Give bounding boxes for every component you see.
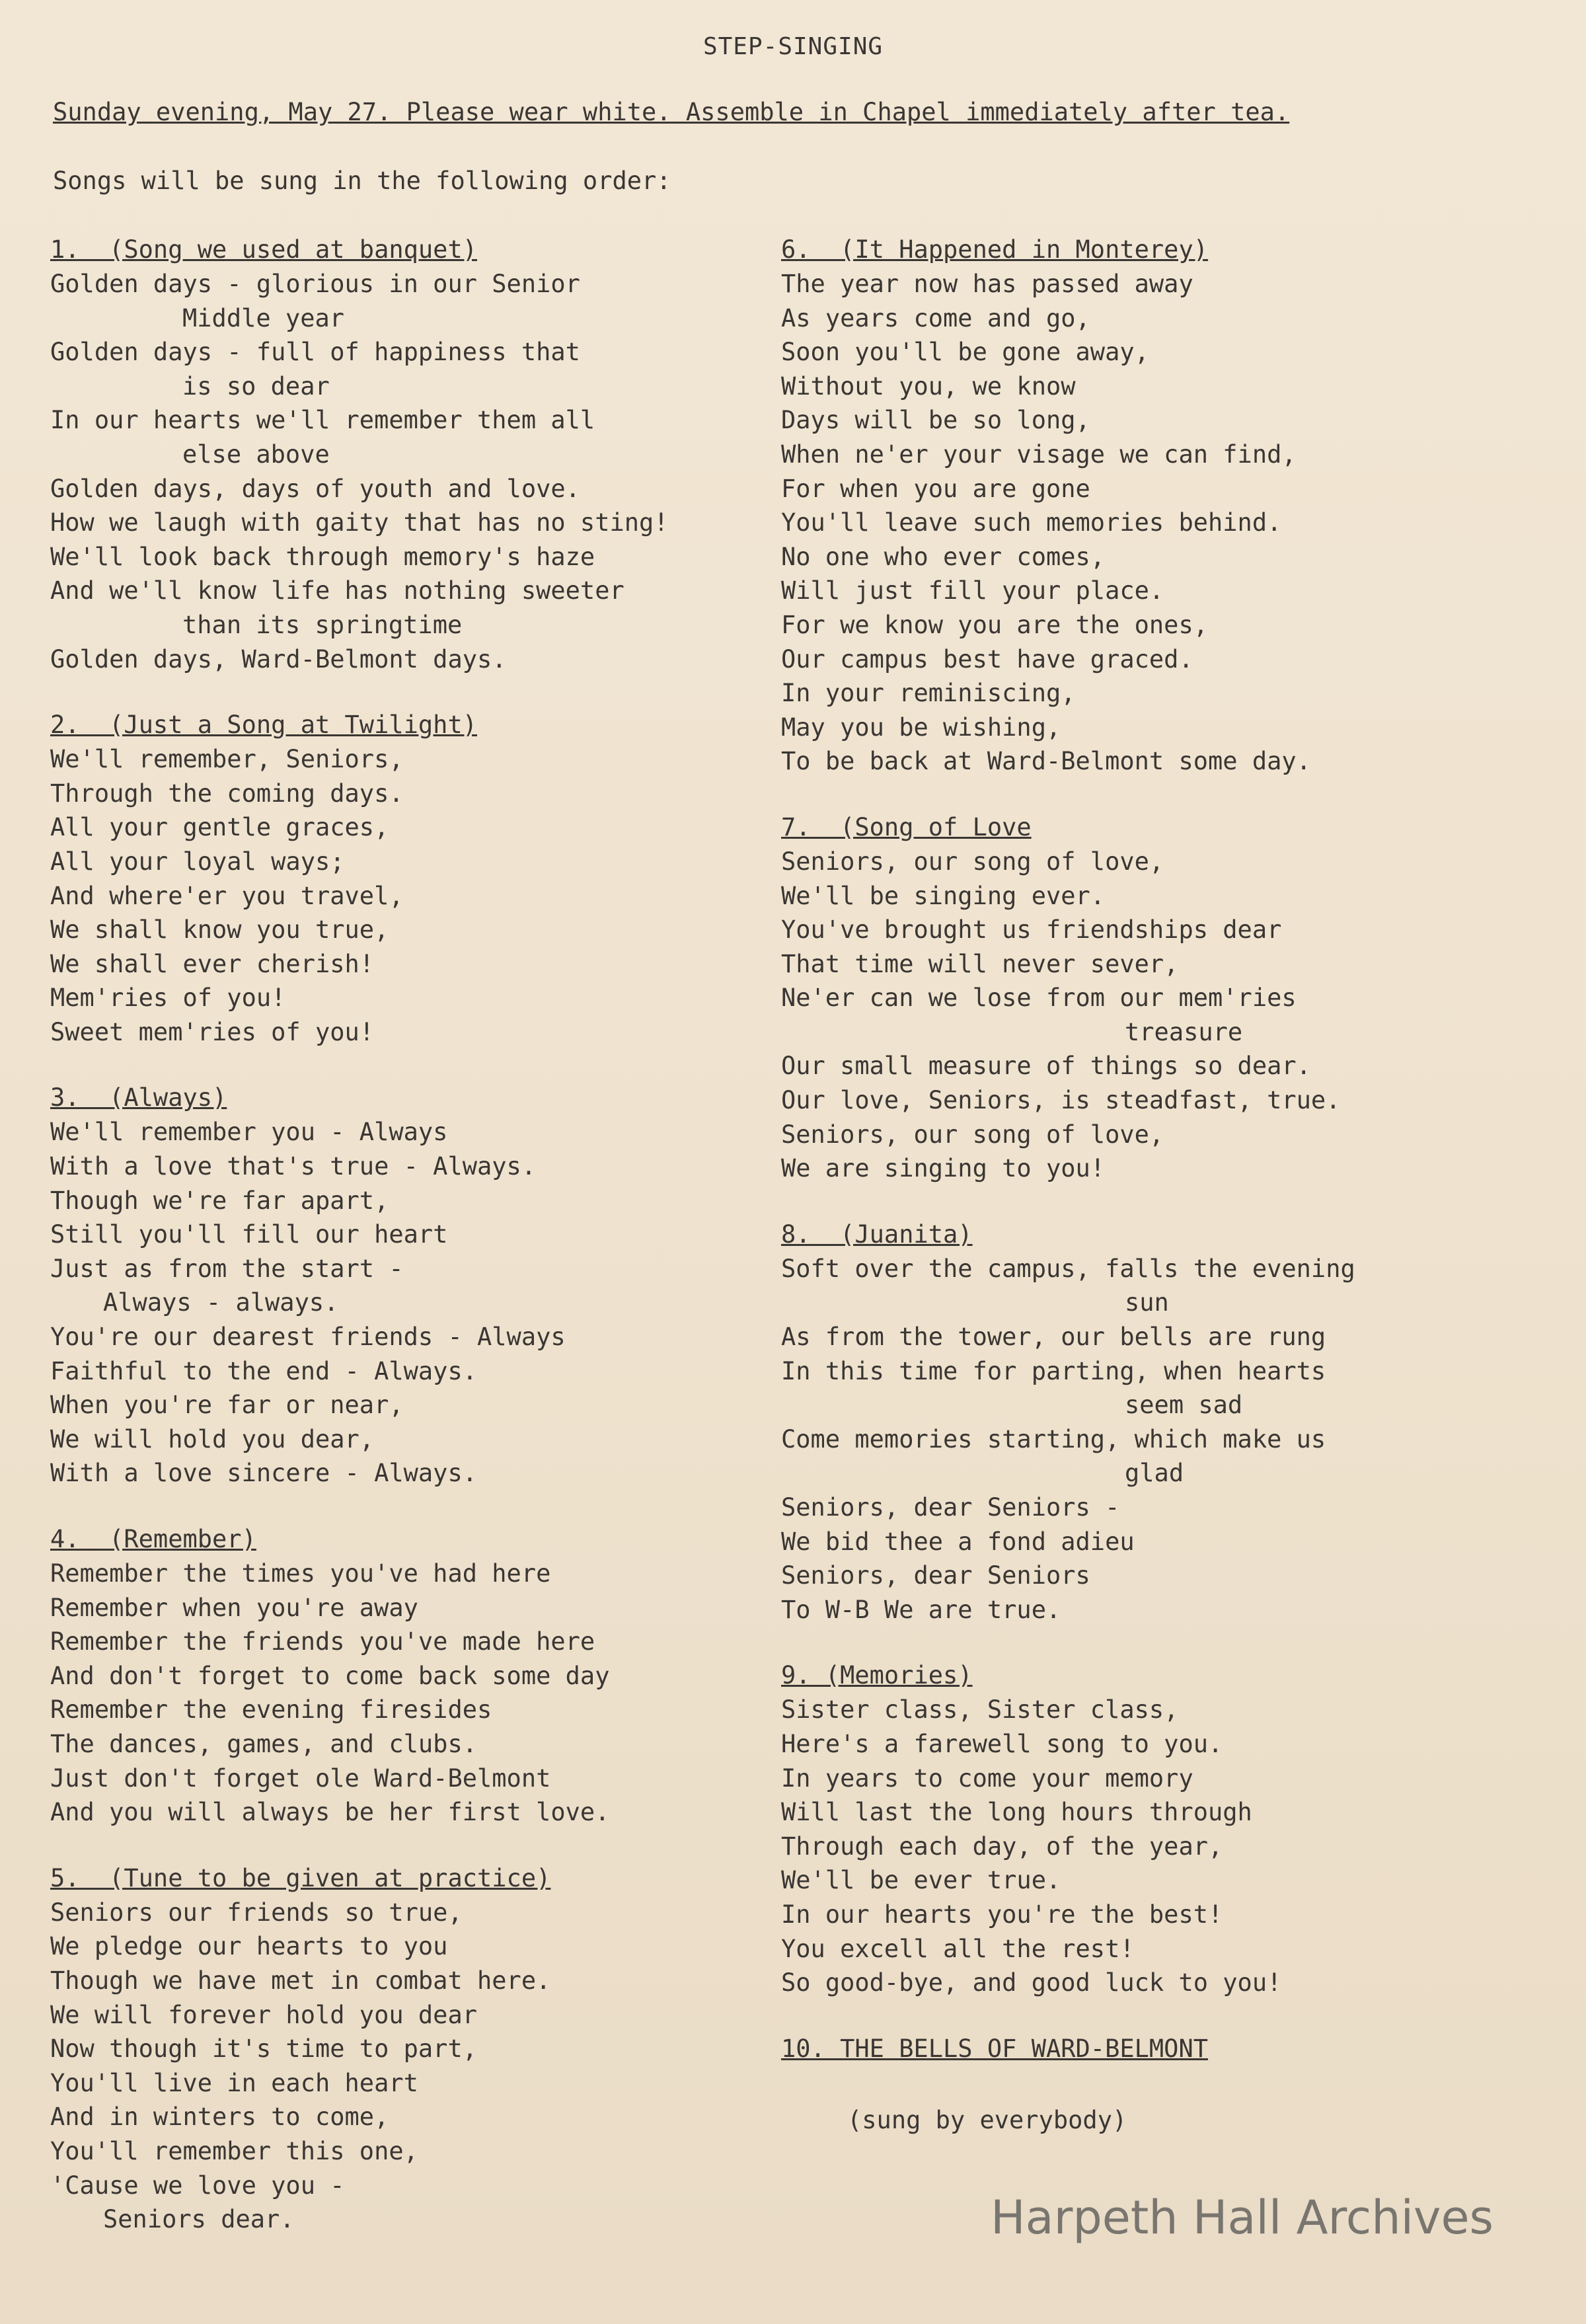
lyric-line: glad [1125,1459,1184,1488]
lyric-line: We will hold you dear, [50,1424,375,1453]
lyric-line: You're our dearest friends - Always [50,1323,566,1352]
document-title: STEP-SINGING [702,33,884,60]
song-9 [781,1658,1534,1999]
lyric-line: You've brought us friendships dear [781,915,1282,945]
lyric-line: Soft over the campus, falls the evening [781,1254,1355,1283]
song-heading: 6. (It Happened in Monterey) [781,235,1209,264]
lyric-line: As from the tower, our bells are rung [781,1323,1326,1352]
lyric-line: Our love, Seniors, is steadfast, true. [781,1086,1341,1115]
song-6 [781,233,1534,779]
song-8 [781,1218,1534,1627]
lyric-line: Mem'ries of you! [50,984,286,1013]
lyric-line: Days will be so long, [781,406,1090,435]
lyric-line: We shall ever cherish! [50,949,375,978]
lyric-line: Remember when you're away [50,1593,418,1622]
lyric-line: Without you, we know [781,371,1076,401]
lyric-line: Still you'll fill our heart [50,1220,448,1249]
lyric-line: All your gentle graces, [50,813,389,842]
lyric-line: To be back at Ward-Belmont some day. [781,747,1311,776]
lyric-line: In this time for parting, when hearts [781,1356,1326,1385]
lyric-line: Our campus best have graced. [781,644,1193,674]
lyric-line: With a love sincere - Always. [50,1459,478,1488]
lyric-line: May you be wishing, [781,713,1061,742]
lyric-line: Though we're far apart, [50,1186,389,1215]
lyric-line: Ne'er can we lose from our mem'ries [781,984,1297,1013]
lyric-line: Seniors, dear Seniors [781,1561,1090,1590]
lyric-line: Remember the evening firesides [50,1695,492,1724]
song-heading: 10. THE BELLS OF WARD-BELMONT [781,2034,1209,2063]
lyric-line: To W-B We are true. [781,1595,1061,1624]
song-heading: 8. (Juanita) [781,1220,973,1249]
lyric-line: All your loyal ways; [50,847,345,876]
archive-watermark: Harpeth Hall Archives [991,2190,1493,2245]
song-note: (sung by everybody) [847,2105,1127,2134]
lyric-line: You'll remember this one, [50,2136,418,2165]
lyric-line: You'll live in each heart [50,2068,418,2097]
lyric-line: else above [182,440,330,469]
lyric-line: Seniors dear. [103,2205,295,2234]
lyric-line: The year now has passed away [781,270,1193,298]
lyric-line: Just don't forget ole Ward-Belmont [50,1763,551,1793]
lyric-line: Our small measure of things so dear. [781,1052,1311,1081]
song-5 [50,1861,764,2237]
lyric-line: Through each day, of the year, [781,1832,1223,1861]
lyric-line: We'll look back through memory's haze [50,542,595,571]
lyric-line: And where'er you travel, [50,881,404,910]
lyric-line: Sweet mem'ries of you! [50,1017,375,1046]
lyric-line: Seniors, our song of love, [781,1120,1164,1149]
lyric-line: Now though it's time to part, [50,2034,478,2064]
lyric-line: Seniors, our song of love, [781,847,1164,876]
lyric-line: Here's a farewell song to you. [781,1729,1223,1758]
song-heading: 1. (Song we used at banquet) [50,235,478,264]
lyric-line: As years come and go, [781,303,1090,332]
lyric-line: We'll remember you - Always [50,1118,448,1147]
lyric-line: seem sad [1125,1391,1243,1420]
lyric-line: With a love that's true - Always. [50,1152,537,1181]
song-heading: 4. (Remember) [50,1525,256,1553]
lyric-line: Always - always. [103,1288,339,1317]
lyric-line: When ne'er your visage we can find, [781,440,1297,469]
song-3 [50,1081,764,1491]
lyric-line: Golden days, days of youth and love. [50,474,580,503]
lyric-line: In our hearts we'll remember them all [50,406,595,435]
intro-text: Songs will be sung in the following order: [53,167,671,195]
lyric-line: Remember the times you've had here [50,1559,551,1588]
lyric-line: 'Cause we love you - [50,2171,345,2200]
lyric-line: And you will always be her first love. [50,1798,610,1827]
lyric-line: Sister class, Sister class, [781,1695,1179,1724]
lyric-line: Middle year [182,303,345,332]
lyric-line: No one who ever comes, [781,542,1106,571]
lyric-line: than its springtime [182,610,463,639]
lyric-line: We shall know you true, [50,915,389,945]
lyric-line: We'll remember, Seniors, [50,745,404,774]
left-column [50,233,764,2268]
lyric-line: Just as from the start - [50,1254,404,1283]
song-heading: 3. (Always) [50,1083,227,1112]
song-4 [50,1522,764,1830]
song-heading: 9. (Memories) [781,1661,973,1690]
song-2 [50,708,764,1049]
lyric-line: In our hearts you're the best! [781,1900,1223,1929]
lyric-line: We'll be singing ever. [781,881,1106,910]
lyric-line: Seniors, dear Seniors - [781,1493,1120,1522]
right-column [781,233,1534,2138]
lyric-line: And in winters to come, [50,2103,389,2132]
lyric-line: We will forever hold you dear [50,2000,478,2029]
lyric-line: And don't forget to come back some day [50,1661,610,1690]
lyric-line: We pledge our hearts to you [50,1932,448,1961]
lyric-line: Though we have met in combat here. [50,1966,551,1995]
lyric-line: Come memories starting, which make us [781,1424,1326,1453]
lyric-line: When you're far or near, [50,1391,404,1420]
song-10 [781,2032,1534,2138]
lyric-line: Soon you'll be gone away, [781,338,1149,367]
lyric-line: For when you are gone [781,474,1090,503]
lyric-line: Golden days - full of happiness that [50,338,580,367]
song-1 [50,233,764,676]
lyric-line: sun [1125,1288,1169,1317]
lyric-line: That time will never sever, [781,949,1179,978]
lyric-line: The dances, games, and clubs. [50,1729,478,1758]
song-heading: 7. (Song of Love [781,812,1032,841]
lyric-line: Remember the friends you've made here [50,1627,595,1656]
lyric-line: Faithful to the end - Always. [50,1356,478,1385]
song-heading: 5. (Tune to be given at practice) [50,1863,551,1892]
song-heading: 2. (Just a Song at Twilight) [50,711,478,740]
lyric-line: Will just fill your place. [781,576,1164,605]
lyric-line: Seniors our friends so true, [50,1898,463,1927]
song-7 [781,810,1534,1186]
lyric-line: You excell all the rest! [781,1934,1135,1963]
lyric-line: In years to come your memory [781,1763,1193,1793]
lyric-line: treasure [1125,1017,1243,1046]
lyric-line: Golden days - glorious in our Senior [50,270,580,298]
event-notice: Sunday evening, May 27. Please wear white. Assemble in Chapel immediately after tea. [53,98,1290,126]
lyric-line: We'll be ever true. [781,1866,1061,1895]
lyric-line: Golden days, Ward-Belmont days. [50,644,507,674]
lyric-line: In your reminiscing, [781,679,1076,708]
lyric-line: How we laugh with gaity that has no sting! [50,508,669,537]
lyric-line: We bid thee a fond adieu [781,1527,1135,1556]
lyric-line: And we'll know life has nothing sweeter [50,576,624,605]
lyric-line: You'll leave such memories behind. [781,508,1282,537]
lyric-line: We are singing to you! [781,1154,1106,1183]
lyric-line: For we know you are the ones, [781,610,1209,639]
lyric-line: Through the coming days. [50,779,404,808]
lyric-line: Will last the long hours through [781,1798,1252,1827]
lyric-line: So good-bye, and good luck to you! [781,1968,1282,1997]
lyric-line: is so dear [182,371,330,401]
